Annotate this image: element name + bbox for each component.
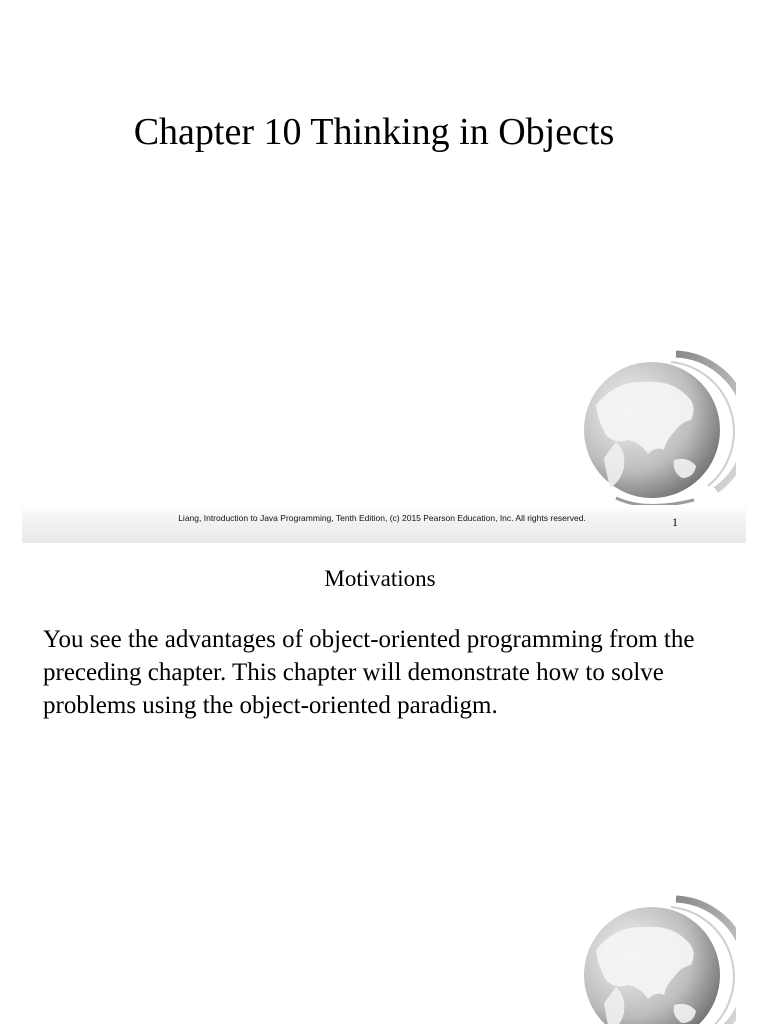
page-number: 1: [672, 515, 678, 529]
copyright-text: Liang, Introduction to Java Programming, Tenth Edition, (c) 2015 Pearson Education, Inc. All rights reserved.: [178, 513, 586, 523]
globe-icon: [576, 895, 736, 1024]
slide-footer: [22, 505, 746, 543]
slide-heading: Motivations: [324, 566, 436, 591]
slide-2: [0, 545, 768, 1024]
slide-body-text: You see the advantages of object-oriented programming from the preceding chapter. This chapter will demonstrate how to solve problems using the object-oriented paradigm.: [43, 626, 695, 719]
slide-title: Chapter 10 Thinking in Objects: [133, 111, 615, 153]
